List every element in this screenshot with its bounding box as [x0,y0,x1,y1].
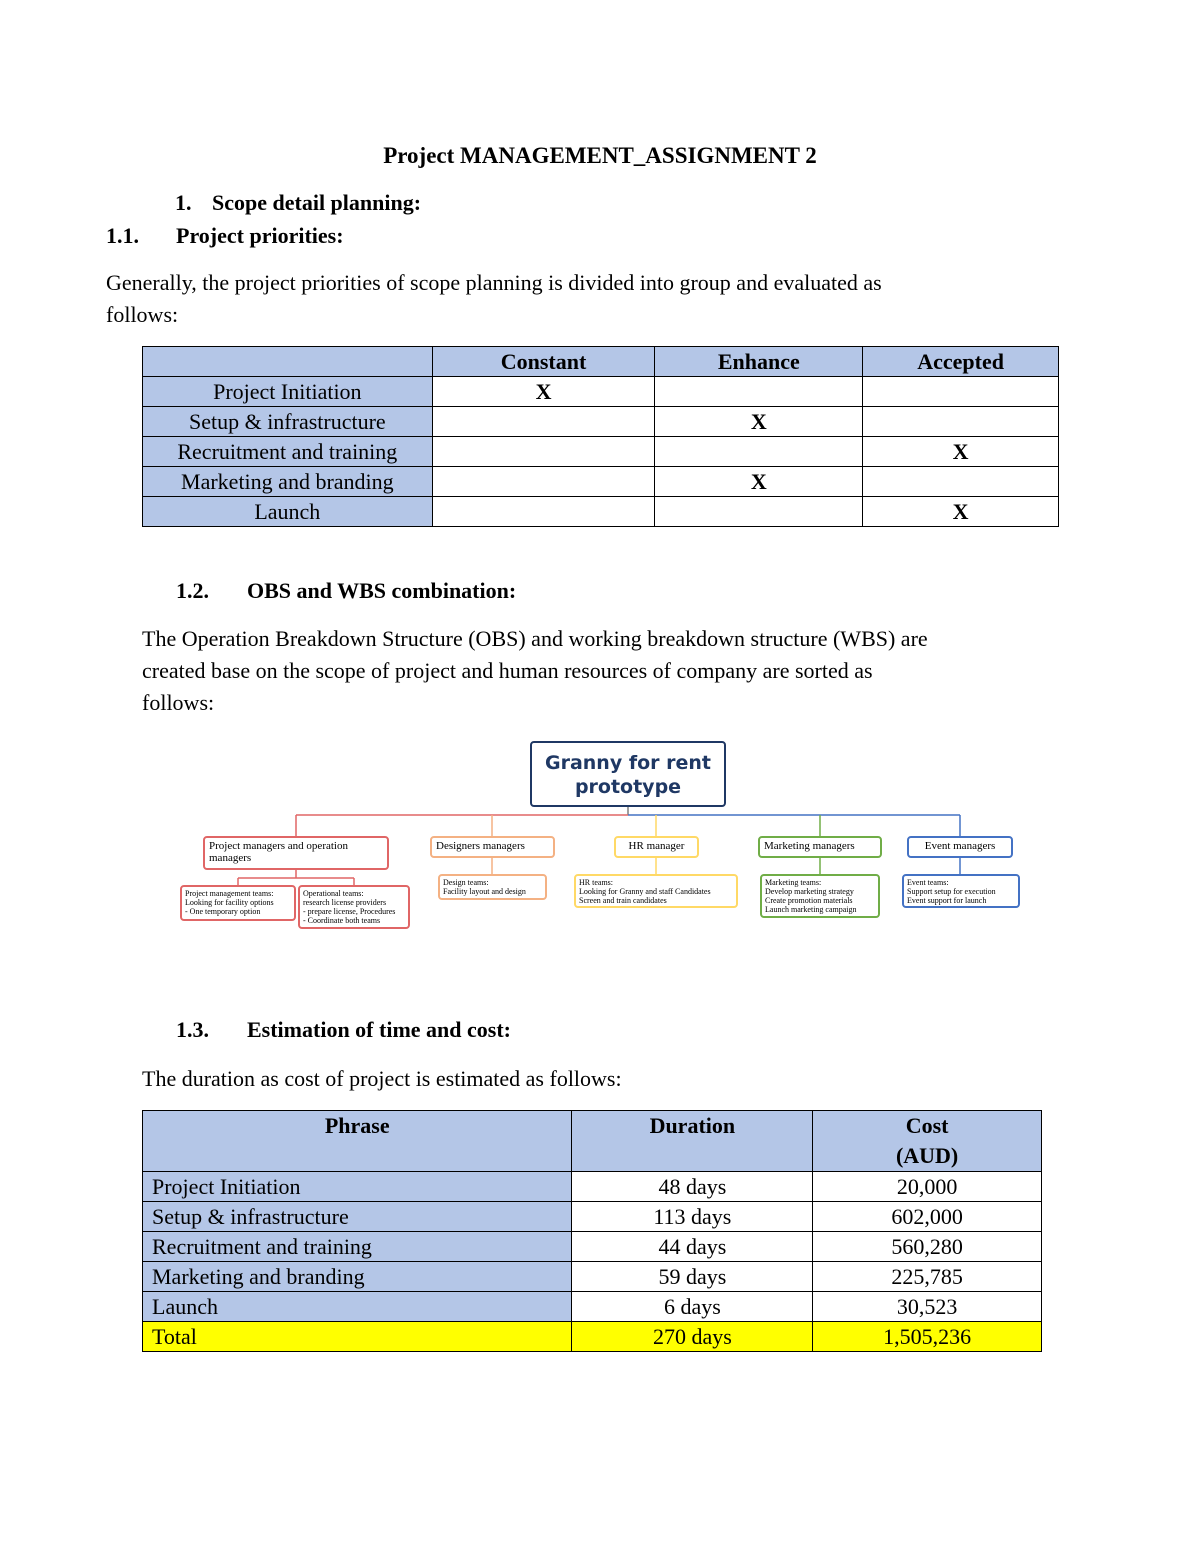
table-row [143,1262,1042,1292]
section-1-1-number: 1.1. [106,223,139,248]
row-label: Setup & infrastructure [143,407,433,437]
team-event [902,874,1020,908]
cost-table [142,1110,1042,1352]
team-title: HR teams: [579,878,613,887]
total-cost: 1,505,236 [813,1322,1042,1352]
team-title: Design teams: [443,878,489,887]
priority-header-enhance: Enhance [655,347,863,377]
team-marketing [760,874,880,918]
team-line: Screen and train candidates [579,896,667,905]
header-phrase: Phrase [143,1111,572,1172]
document-title: Project MANAGEMENT_ASSIGNMENT 2 [383,143,817,168]
total-duration: 270 days [572,1322,813,1352]
team-line: Develop marketing strategy [765,887,854,896]
team-title: Operational teams: [303,889,364,898]
team-line: Looking for facility options [185,898,274,907]
team-line: Event support for launch [907,896,987,905]
team-line: Facility layout and design [443,887,526,896]
enhance-cell: X [655,407,863,437]
row-label: Launch [143,497,433,527]
cost-cell: 30,523 [813,1292,1042,1322]
table-row [143,1172,1042,1202]
team-line: - Coordinate both teams [303,916,381,925]
row-label: Marketing and branding [143,467,433,497]
org-root-line1: Granny for rent [544,752,711,774]
team-line: Support setup for execution [907,887,996,896]
team-title: Marketing teams: [765,878,822,887]
row-label: Recruitment and training [143,437,433,467]
team-hr [574,874,738,908]
accepted-cell: X [863,437,1059,467]
team-line: Launch marketing campaign [765,905,857,914]
header-duration: Duration [572,1111,813,1172]
table-row [143,1202,1042,1232]
obs-intro-line1: The Operation Breakdown Structure (OBS) and working breakdown structure (WBS) are [142,626,928,651]
branch-designers-managers: Designers managers [430,836,555,858]
phrase-cell: Recruitment and training [143,1232,572,1262]
section-1-2-heading: OBS and WBS combination: [247,578,517,603]
cost-table-header [143,1111,1042,1172]
constant-cell: X [432,377,655,407]
priorities-intro-line2: follows: [106,302,179,327]
duration-cell: 44 days [572,1232,813,1262]
team-line: - One temporary option [185,907,261,916]
team-line: research license providers [303,898,387,907]
team-title: Project management teams: [185,889,274,898]
section-1-number: 1. [175,190,192,215]
table-row [143,1232,1042,1262]
cost-intro: The duration as cost of project is estimated as follows: [142,1066,622,1091]
team-line: - prepare license, Procedures [303,907,396,916]
section-1-heading: Scope detail planning: [212,190,422,215]
cost-cell: 560,280 [813,1232,1042,1262]
priority-header-accepted: Accepted [863,347,1059,377]
total-row [143,1322,1042,1352]
header-cost-line1: Cost [905,1113,949,1138]
obs-intro-line3: follows: [142,690,215,715]
duration-cell: 59 days [572,1262,813,1292]
row-label: Project Initiation [143,377,433,407]
section-1-3-heading: Estimation of time and cost: [247,1017,511,1042]
duration-cell: 6 days [572,1292,813,1322]
phrase-cell: Launch [143,1292,572,1322]
duration-cell: 113 days [572,1202,813,1232]
header-cost [813,1111,1042,1172]
enhance-cell: X [655,467,863,497]
org-root-node [530,741,726,807]
team-title: Event teams: [907,878,949,887]
branch-hr-manager: HR manager [614,836,699,858]
section-1-3-number: 1.3. [176,1017,209,1042]
cost-cell: 20,000 [813,1172,1042,1202]
branch-marketing-managers: Marketing managers [758,836,882,858]
table-row [143,1292,1042,1322]
section-1-1-heading: Project priorities: [176,223,344,248]
phrase-cell: Project Initiation [143,1172,572,1202]
obs-intro-line2: created base on the scope of project and human resources of company are sorted as [142,658,873,683]
team-line: Looking for Granny and staff Candidates [579,887,711,896]
team-line: Create promotion materials [765,896,853,905]
branch-event-managers: Event managers [907,836,1013,858]
branch-project-managers: Project managers and operation managers [203,836,389,870]
header-cost-line2: (AUD) [895,1143,959,1168]
cost-cell: 602,000 [813,1202,1042,1232]
team-operational [298,885,410,929]
priorities-intro-line1: Generally, the project priorities of scope planning is divided into group and evaluated as [106,270,882,295]
team-design [438,874,547,900]
priority-header-constant: Constant [432,347,655,377]
section-1-2-number: 1.2. [176,578,209,603]
org-root-line2: prototype [574,776,682,798]
team-project-management [180,885,296,921]
total-phrase: Total [143,1322,572,1352]
cost-cell: 225,785 [813,1262,1042,1292]
duration-cell: 48 days [572,1172,813,1202]
phrase-cell: Marketing and branding [143,1262,572,1292]
phrase-cell: Setup & infrastructure [143,1202,572,1232]
accepted-cell: X [863,497,1059,527]
